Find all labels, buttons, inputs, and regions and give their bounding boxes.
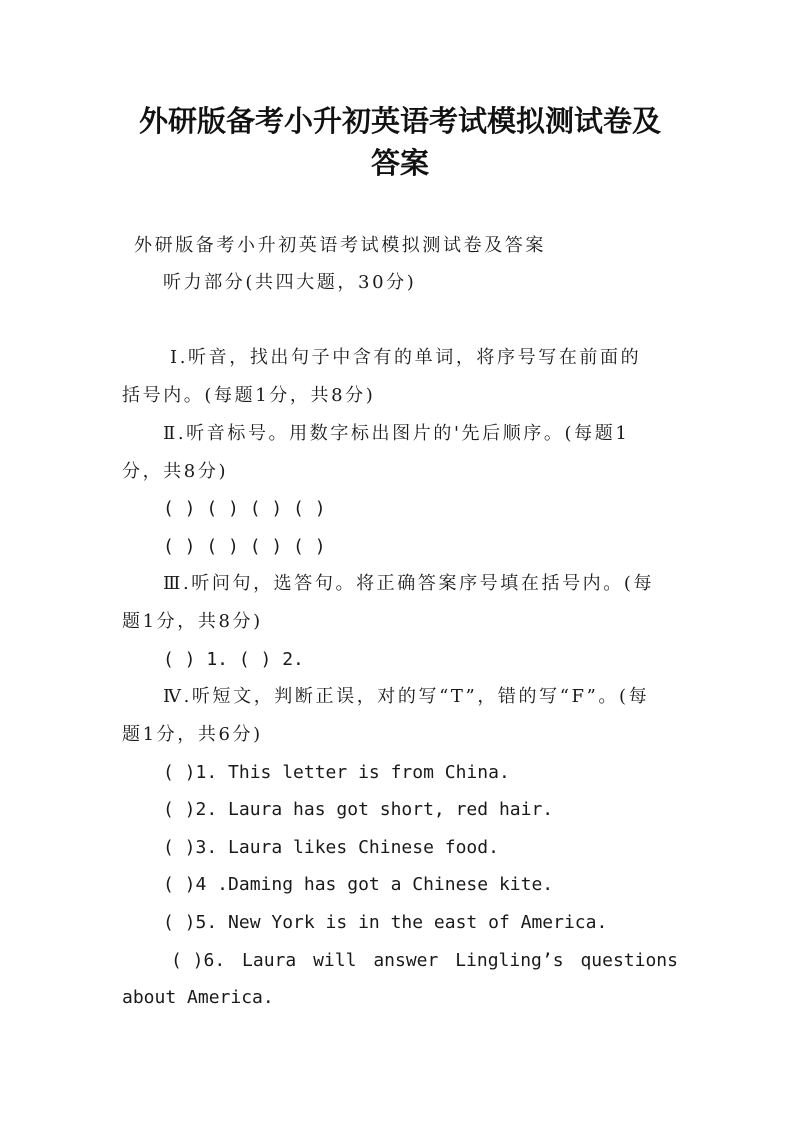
part3-instruction-line1: Ⅲ.听问句，选答句。将正确答案序号填在括号内。(每 [163, 573, 655, 594]
part4-question-6-line1 [171, 948, 678, 974]
part4-question-5: ( )5. New York is in the east of America. [163, 912, 608, 933]
part4-question-6-line2: about America. [122, 987, 274, 1008]
document-title-line-2: 答案 [370, 146, 429, 180]
q6-word: Laura [242, 950, 297, 971]
part2-instruction-line1: Ⅱ.听音标号。用数字标出图片的'先后顺序。(每题1 [163, 423, 630, 444]
part4-question-2: ( )2. Laura has got short, red hair. [163, 799, 554, 820]
document-subtitle: 外研版备考小升初英语考试模拟测试卷及答案 [134, 235, 546, 256]
document-title-line-1: 外研版备考小升初英语考试模拟测试卷及 [138, 104, 661, 138]
part4-instruction-line2: 题1分，共6分) [122, 724, 263, 745]
part1-instruction-line2: 括号内。(每题1分，共8分) [122, 385, 376, 406]
part2-blank-row-2: ( ) ( ) ( ) ( ) [163, 536, 326, 557]
part1-instruction-line1: Ⅰ.听音，找出句子中含有的单词，将序号写在前面的 [170, 347, 642, 368]
part3-instruction-line2: 题1分，共8分) [122, 611, 263, 632]
q6-word: questions [580, 950, 678, 971]
part4-question-1: ( )1. This letter is from China. [163, 762, 510, 783]
part2-blank-row-1: ( ) ( ) ( ) ( ) [163, 498, 326, 519]
part4-instruction-line1: Ⅳ.听短文，判断正误，对的写“T”，错的写“F”。(每 [163, 686, 650, 707]
part4-question-3: ( )3. Laura likes Chinese food. [163, 837, 499, 858]
part3-answer-blanks: ( ) 1. ( ) 2. [163, 649, 304, 670]
part2-instruction-line2: 分，共8分) [122, 461, 229, 482]
listening-section-heading: 听力部分(共四大题，30分) [163, 272, 417, 293]
q6-word: Lingling’s [455, 950, 564, 971]
q6-word: ( )6. [171, 950, 226, 971]
part4-question-4: ( )4 .Daming has got a Chinese kite. [163, 874, 554, 895]
q6-word: answer [373, 950, 439, 971]
q6-word: will [313, 950, 357, 971]
